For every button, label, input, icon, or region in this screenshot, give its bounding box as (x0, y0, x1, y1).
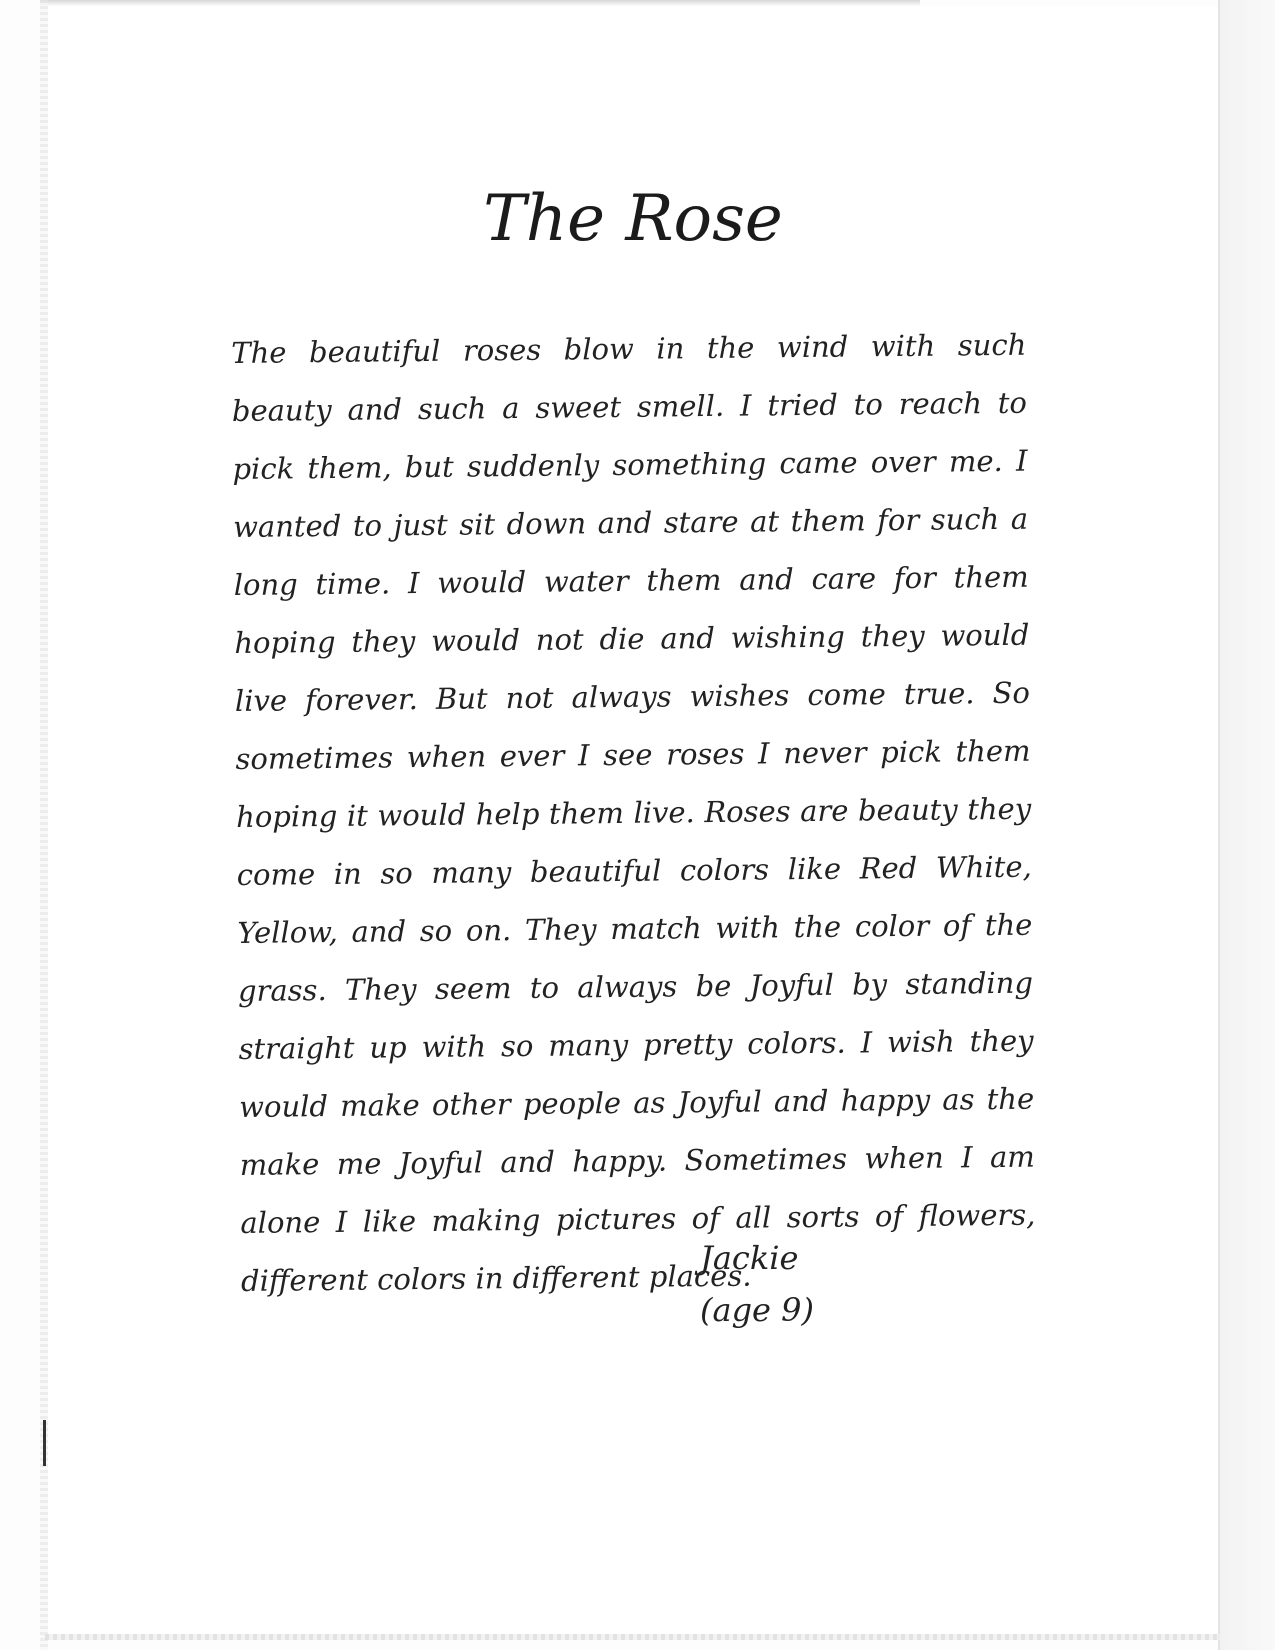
scan-left-edge (40, 0, 48, 1650)
author-signature (700, 1232, 814, 1336)
page-title: The Rose (483, 182, 783, 256)
scan-bottom-edge (45, 1634, 1220, 1640)
story-body: The beautiful roses blow in the wind with such beauty and such a sweet smell. I tried to reach to pick them, but suddenly something came over me. I wanted to just sit down and stare at them for such a long time. I would water them and care for them hoping they would not die and wishing they would live forever. But not always wishes come true. So sometimes when ever I see roses I never pick them hoping it would help them live. Roses are beauty they come in so many beautiful colors like Red White, Yellow, and so on. They match with the color of the grass. They seem to always be Joyful by standing straight up with so many pretty colors. I wish they would make other people as Joyful and happy as the make me Joyful and happy. Sometimes when I am alone I like making pictures of all sorts of flowers, different colors in different places. (231, 327, 1036, 1298)
author-name: Jackie (700, 1239, 799, 1277)
scan-left-mark (43, 1420, 46, 1466)
scan-right-edge (1218, 0, 1275, 1650)
author-age: (age 9) (700, 1291, 814, 1329)
scan-right-line (1218, 0, 1220, 1650)
paper-sheet (48, 6, 1218, 1634)
